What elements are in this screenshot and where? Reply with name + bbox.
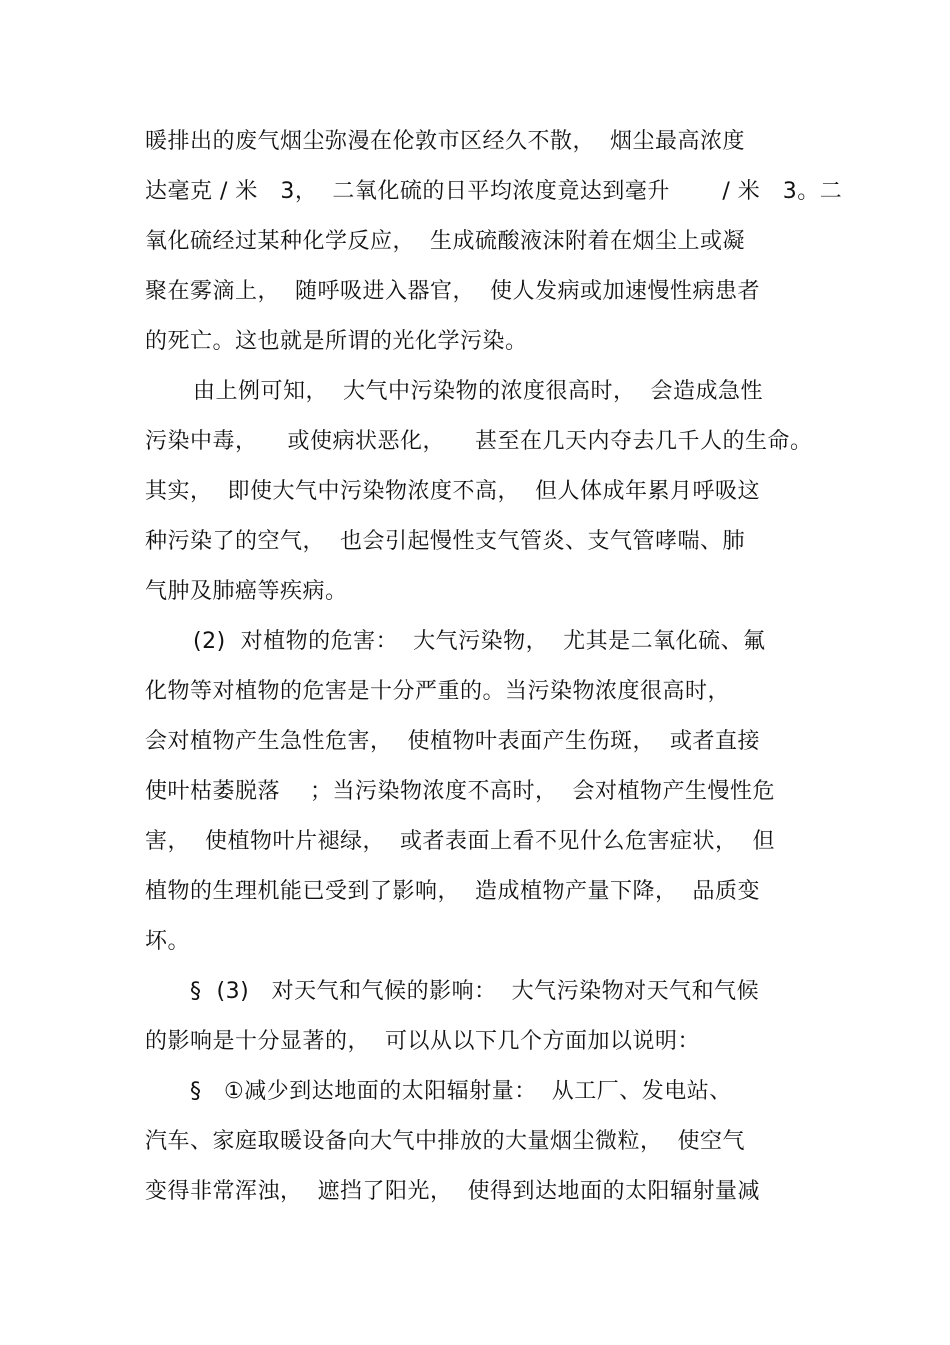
- text-line: 会对植物产生急性危害， 使植物叶表面产生伤斑， 或者直接: [145, 729, 760, 754]
- text-line: 使叶枯萎脱落 ；当污染物浓度不高时， 会对植物产生慢性危: [145, 779, 775, 804]
- text-line: 氧化硫经过某种化学反应， 生成硫酸液沫附着在烟尘上或凝: [145, 229, 745, 254]
- text-line: 汽车、家庭取暖设备向大气中排放的大量烟尘微粒， 使空气: [145, 1129, 745, 1154]
- text-line: 坏。: [145, 929, 191, 954]
- paragraph-start-line: 由上例可知， 大气中污染物的浓度很高时， 会造成急性: [193, 379, 763, 404]
- text-line: 植物的生理机能已受到了影响， 造成植物产量下降， 品质变: [145, 879, 760, 904]
- text-line: 气肿及肺癌等疾病。: [145, 579, 348, 604]
- text-line: 的影响是十分显著的， 可以从以下几个方面加以说明：: [145, 1029, 700, 1054]
- text-line: 的死亡。这也就是所谓的光化学污染。: [145, 329, 528, 354]
- paragraph-start-line: (2) 对植物的危害： 大气污染物， 尤其是二氧化硫、氟: [193, 629, 766, 654]
- text-line: 害， 使植物叶片褪绿， 或者表面上看不见什么危害症状， 但: [145, 829, 775, 854]
- text-line: 聚在雾滴上， 随呼吸进入器官， 使人发病或加速慢性病患者: [145, 279, 760, 304]
- text-line: 变得非常浑浊， 遮挡了阳光， 使得到达地面的太阳辐射量减: [145, 1179, 760, 1204]
- text-line: 其实， 即使大气中污染物浓度不高， 但人体成年累月呼吸这: [145, 479, 760, 504]
- text-line: 达毫克 / 米 3， 二氧化硫的日平均浓度竟达到毫升 / 米 3。二: [145, 179, 843, 204]
- text-line: 化物等对植物的危害是十分严重的。当污染物浓度很高时，: [145, 679, 731, 704]
- section-heading-line: § (3) 对天气和气候的影响： 大气污染物对天气和气候: [190, 979, 760, 1004]
- text-line: 暖排出的废气烟尘弥漫在伦敦市区经久不散， 烟尘最高浓度: [145, 129, 745, 154]
- section-heading-line: § ①减少到达地面的太阳辐射量： 从工厂、发电站、: [190, 1079, 732, 1104]
- text-line: 污染中毒， 或使病状恶化， 甚至在几天内夺去几千人的生命。: [145, 429, 813, 454]
- text-line: 种污染了的空气， 也会引起慢性支气管炎、支气管哮喘、肺: [145, 529, 745, 554]
